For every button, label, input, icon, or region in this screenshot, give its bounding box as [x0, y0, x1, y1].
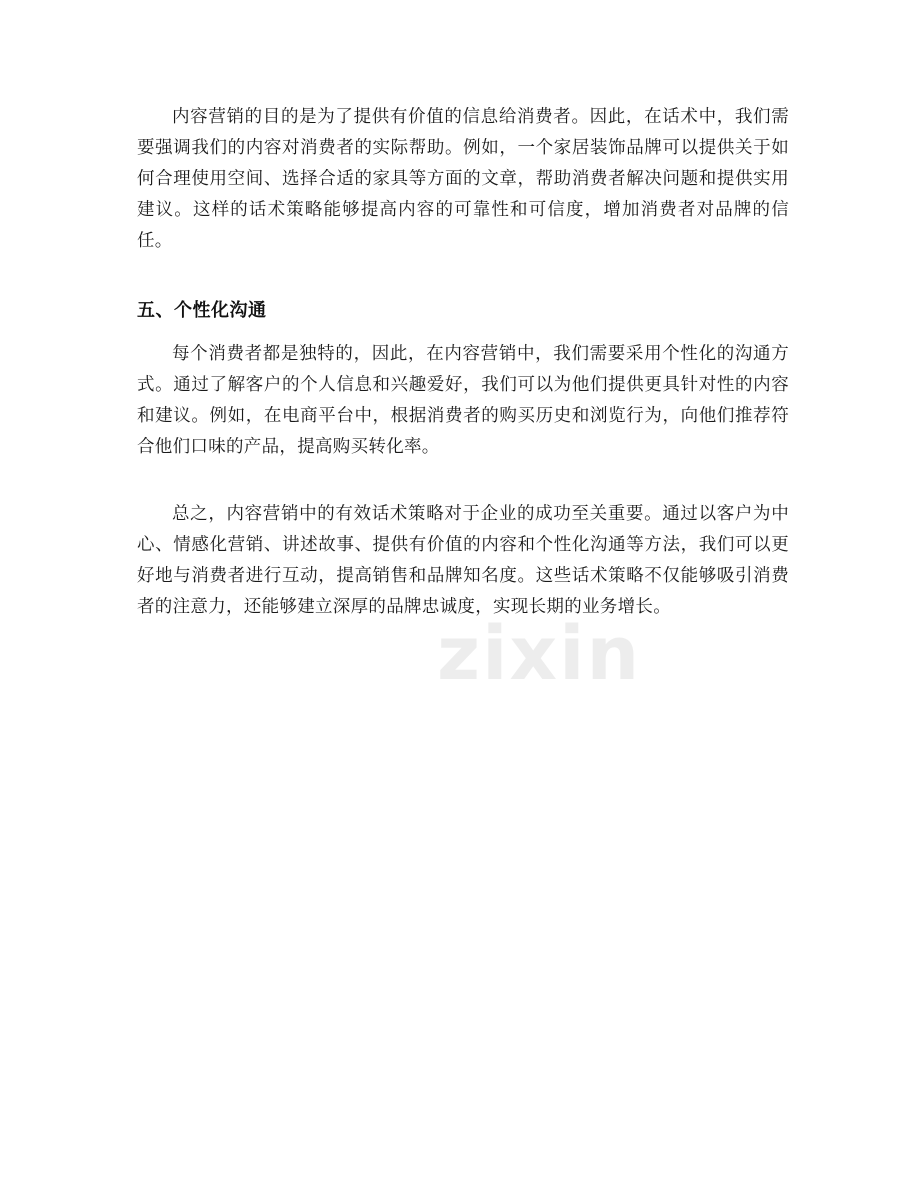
- watermark: zixin: [437, 611, 642, 697]
- body-paragraph: 总之，内容营销中的有效话术策略对于企业的成功至关重要。通过以客户为中心、情感化营销、讲述故事、提供有价值的内容和个性化沟通等方法，我们可以更好地与消费者进行互动，提高销售和品牌知名度。这些话术策略不仅能够吸引消费者的注意力，还能够建立深厚的品牌忠诚度，实现长期的业务增长。: [137, 504, 789, 617]
- body-paragraph: 内容营销的目的是为了提供有价值的信息给消费者。因此，在话术中，我们需要强调我们的内容对消费者的实际帮助。例如，一个家居装饰品牌可以提供关于如何合理使用空间、选择合适的家具等方面的文章，帮助消费者解决问题和提供实用建议。这样的话术策略能够提高内容的可靠性和可信度，增加消费者对品牌的信任。: [137, 107, 789, 251]
- section-heading: 五、个性化沟通: [137, 300, 267, 321]
- body-paragraph: 每个消费者都是独特的，因此，在内容营销中，我们需要采用个性化的沟通方式。通过了解客户的个人信息和兴趣爱好，我们可以为他们提供更具针对性的内容和建议。例如，在电商平台中，根据消费者的购买历史和浏览行为，向他们推荐符合他们口味的产品，提高购买转化率。: [137, 344, 789, 457]
